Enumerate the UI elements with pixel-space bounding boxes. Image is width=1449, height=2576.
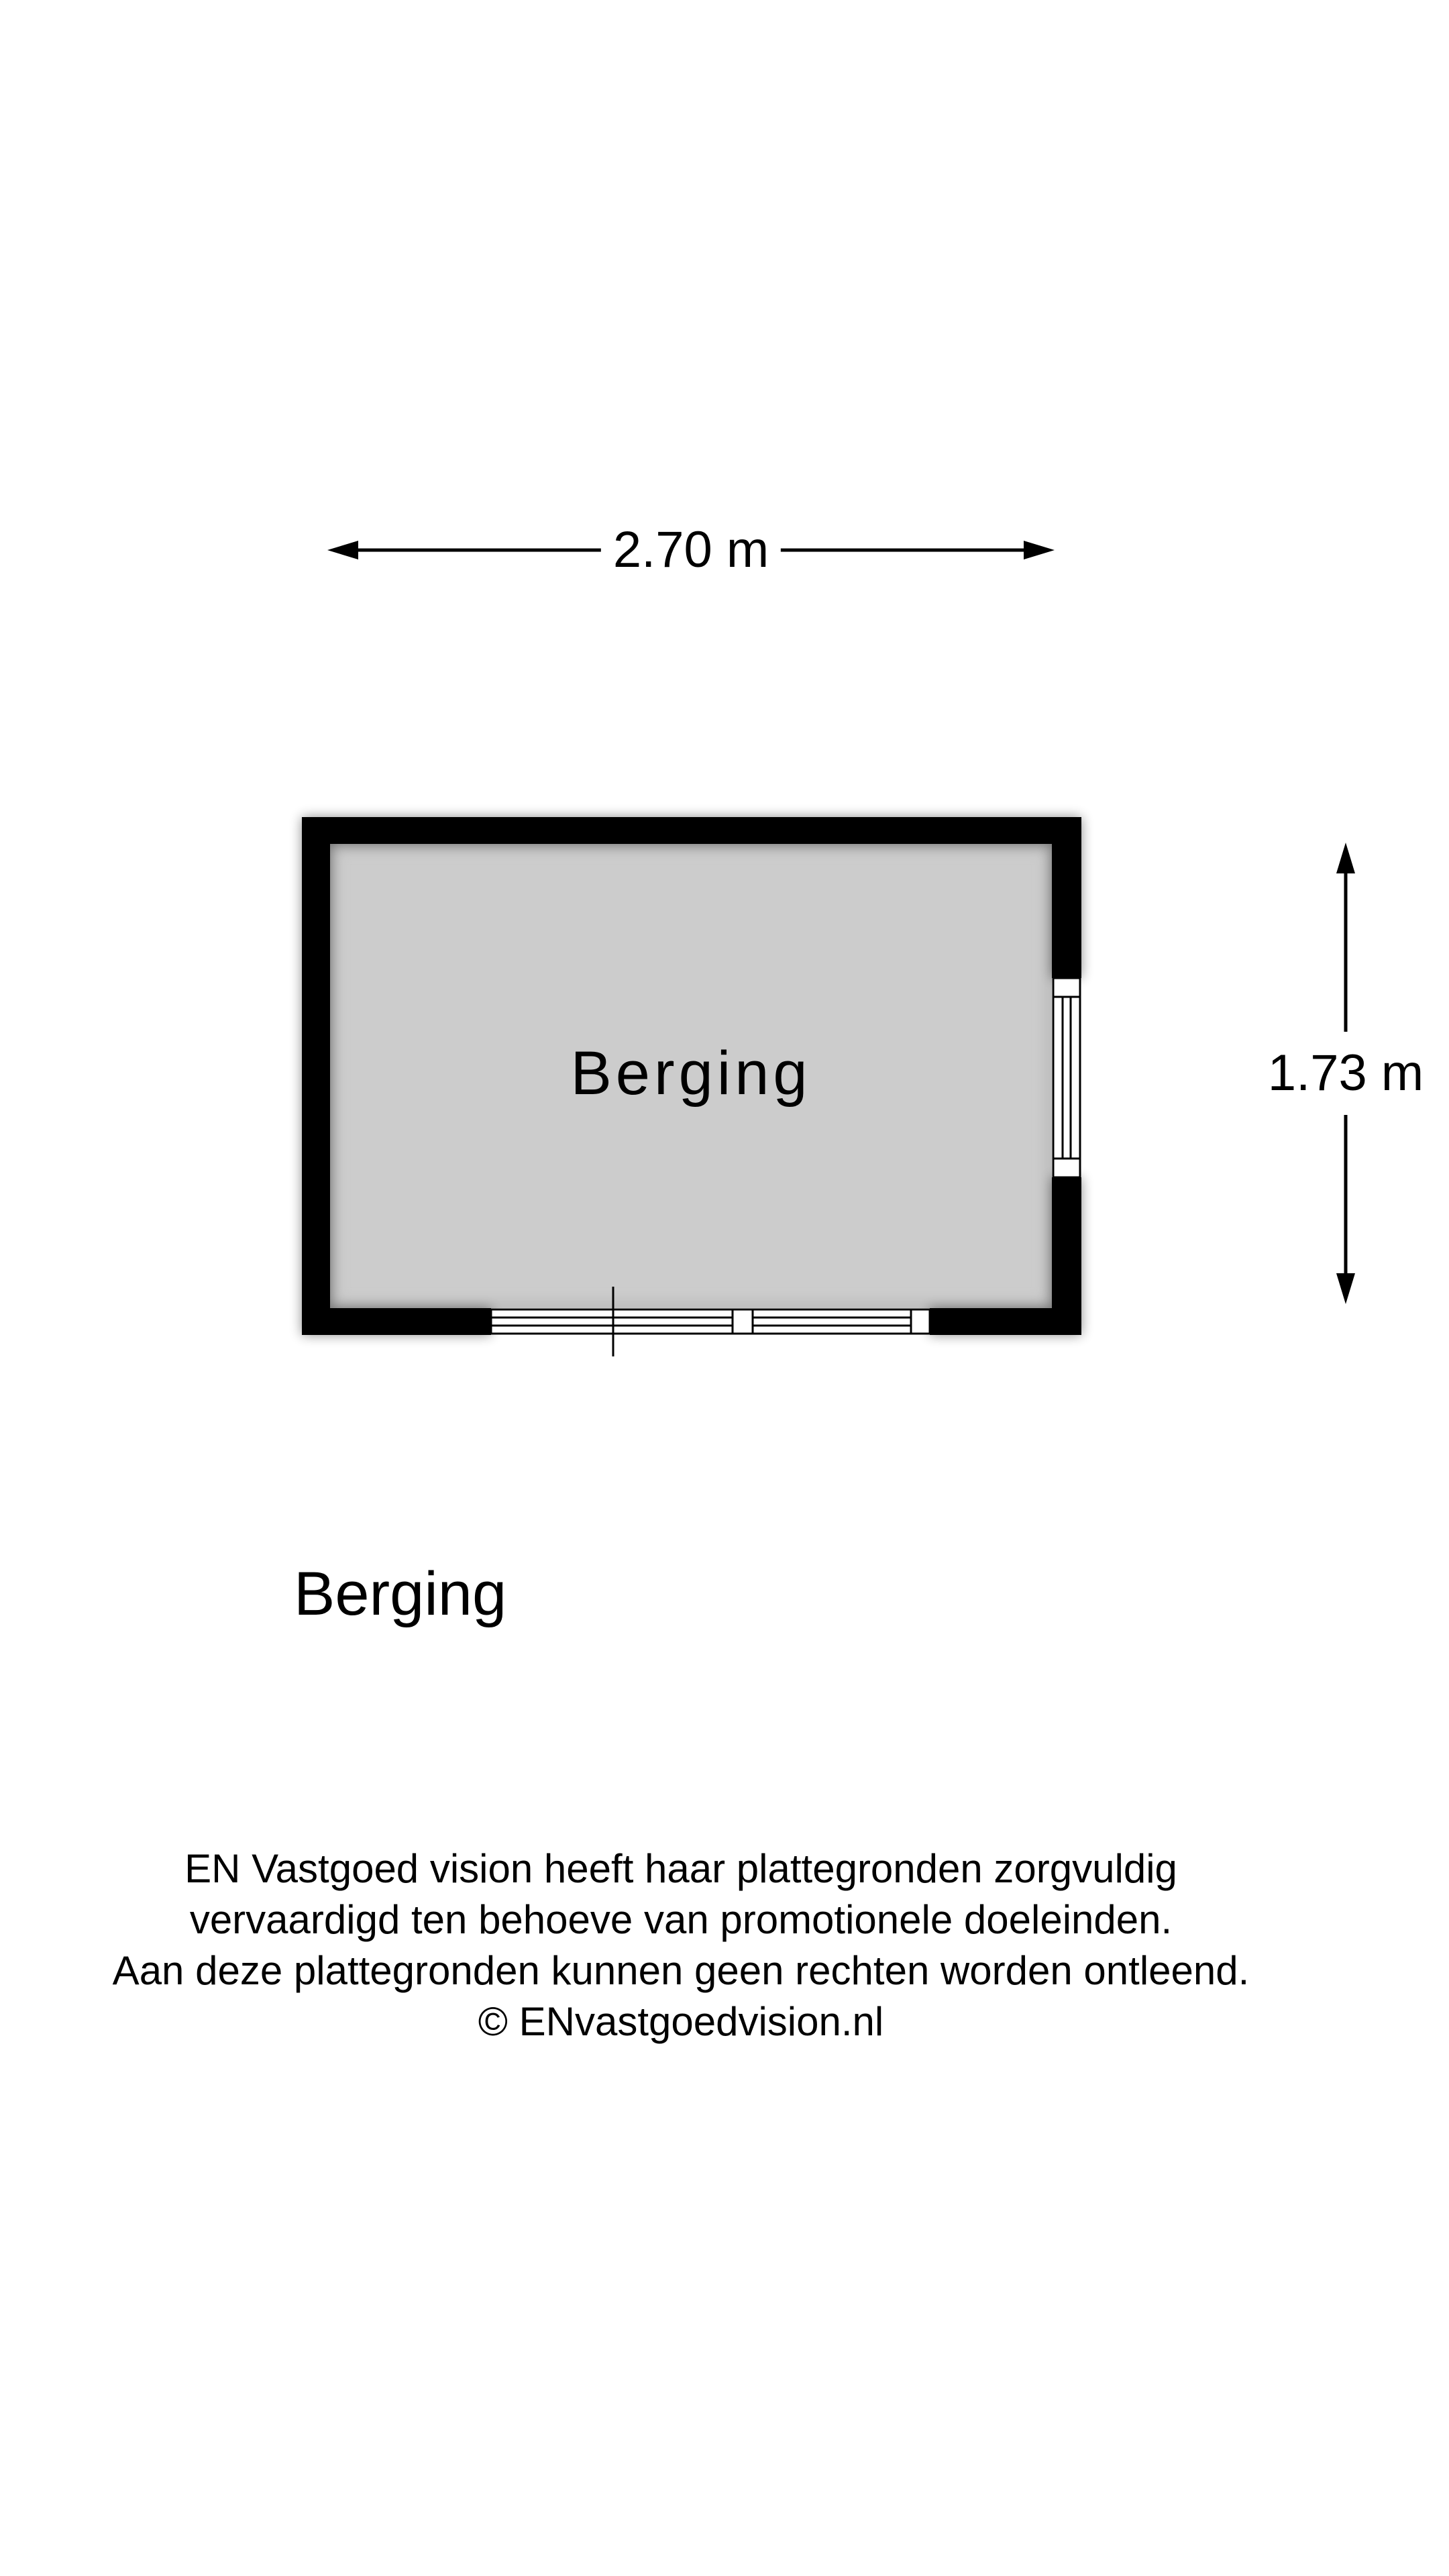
right-window <box>1053 978 1080 1177</box>
disclaimer-line: EN Vastgoed vision heeft haar plattegronden zorgvuldig <box>184 1846 1177 1891</box>
floor-title: Berging <box>294 1560 507 1628</box>
disclaimer-line: Aan deze plattegronden kunnen geen rechten worden ontleend. <box>112 1948 1250 1993</box>
copyright-line: © ENvastgoedvision.nl <box>478 1999 884 2044</box>
disclaimer-line: vervaardigd ten behoeve van promotionele doeleinden. <box>189 1897 1173 1942</box>
width-dimension-label: 2.70 m <box>601 525 781 576</box>
height-dimension-label: 1.73 m <box>1268 1032 1424 1115</box>
disclaimer-text <box>0 1843 1362 2047</box>
room-label: Berging <box>570 1039 812 1108</box>
